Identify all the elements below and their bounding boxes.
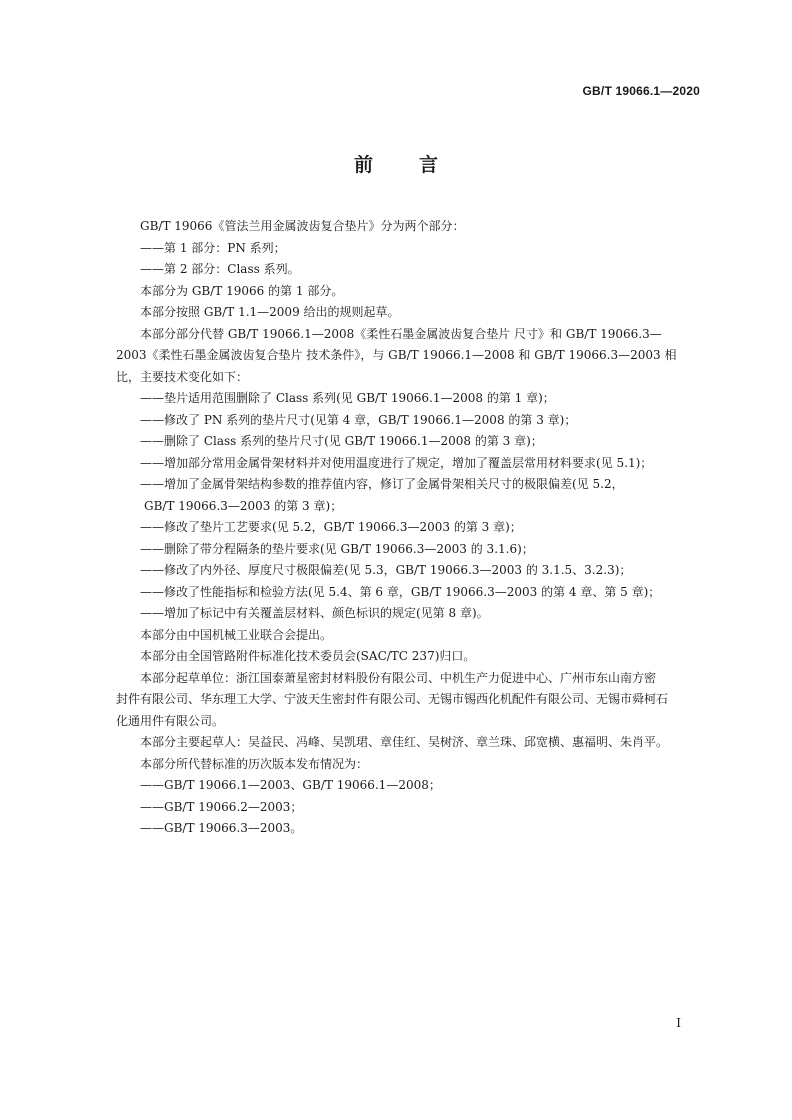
- paragraph: 本部分由全国管路附件标准化技术委员会(SAC/TC 237)归口。: [140, 649, 476, 663]
- change-item: ——增加部分常用金属骨架材料并对使用温度进行了规定，增加了覆盖层常用材料要求(见 5.1)；: [140, 455, 653, 470]
- page-number: I: [676, 1016, 681, 1030]
- history-item: ——GB/T 19066.1—2003、GB/T 19066.1—2008；: [140, 778, 441, 792]
- replacement-paragraph: [116, 324, 702, 389]
- change-item: ——修改了性能指标和检验方法(见 5.4、第 6 章，GB/T 19066.3—2003 的第 4 章、第 5 章)；: [140, 584, 661, 599]
- paragraph-line: 化通用件有限公司。: [116, 713, 225, 728]
- standard-number: GB/T 19066.1—2020: [582, 84, 700, 98]
- change-item: ——增加了标记中有关覆盖层材料、颜色标识的规定(见第 8 章)。: [140, 606, 489, 620]
- change-item: ——修改了 PN 系列的垫片尺寸(见第 4 章，GB/T 19066.1—2008 的第 3 章)；: [140, 412, 577, 427]
- list-item: ——第 2 部分：Class 系列。: [140, 262, 300, 276]
- document-body: [116, 216, 702, 840]
- paragraph-line: 本部分起草单位：浙江国泰萧星密封材料股份有限公司、中机生产力促进中心、广州市东山南方密: [140, 670, 657, 685]
- page-title: [0, 150, 792, 177]
- paragraph-line: 比，主要技术变化如下：: [116, 369, 249, 384]
- paragraph: 本部分由中国机械工业联合会提出。: [140, 627, 333, 642]
- paragraph: 本部分所代替标准的历次版本发布情况为：: [140, 756, 369, 771]
- paragraph: 本部分主要起草人：吴益民、冯峰、吴凯珺、章佳红、吴树济、章兰珠、邱宽横、惠福明、朱肖平。: [140, 735, 669, 749]
- history-item: ——GB/T 19066.2—2003；: [140, 799, 303, 814]
- change-item: ——删除了带分程隔条的垫片要求(见 GB/T 19066.3—2003 的 3.1.6)；: [140, 541, 534, 556]
- title-char-1: 前: [353, 154, 373, 176]
- intro-paragraph: GB/T 19066《管法兰用金属波齿复合垫片》分为两个部分：: [140, 219, 465, 233]
- change-item: ——垫片适用范围删除了 Class 系列(见 GB/T 19066.1—2008 的第 1 章)；: [140, 391, 555, 405]
- change-item: ——删除了 Class 系列的垫片尺寸(见 GB/T 19066.1—2008 的第 3 章)；: [140, 434, 543, 448]
- list-item: ——第 1 部分：PN 系列；: [140, 240, 286, 255]
- paragraph-line: 封件有限公司、华东理工大学、宁波天生密封件有限公司、无锡市锡西化机配件有限公司、无锡市舜柯石: [116, 692, 669, 706]
- change-item-continuation: GB/T 19066.3—2003 的第 3 章)；: [144, 498, 343, 513]
- paragraph-line: 2003《柔性石墨金属波齿复合垫片 技术条件》，与 GB/T 19066.1—2008 和 GB/T 19066.3—2003 相: [116, 348, 677, 362]
- title-char-2: 言: [419, 154, 439, 176]
- change-item: ——修改了垫片工艺要求(见 5.2，GB/T 19066.3—2003 的第 3 章)；: [140, 520, 522, 534]
- change-item: ——修改了内外径、厚度尺寸极限偏差(见 5.3，GB/T 19066.3—2003 的 3.1.5、3.2.3)；: [140, 563, 632, 577]
- paragraph: 本部分按照 GB/T 1.1—2009 给出的规则起草。: [140, 305, 400, 319]
- paragraph: 本部分为 GB/T 19066 的第 1 部分。: [140, 283, 344, 298]
- drafting-units-paragraph: [116, 668, 702, 733]
- paragraph-line: 本部分部分代替 GB/T 19066.1—2008《柔性石墨金属波齿复合垫片 尺寸》和 GB/T 19066.3—: [140, 326, 662, 341]
- change-item: ——增加了金属骨架结构参数的推荐值内容，修订了金属骨架相关尺寸的极限偏差(见 5.2，: [140, 477, 624, 491]
- history-item: ——GB/T 19066.3—2003。: [140, 821, 303, 835]
